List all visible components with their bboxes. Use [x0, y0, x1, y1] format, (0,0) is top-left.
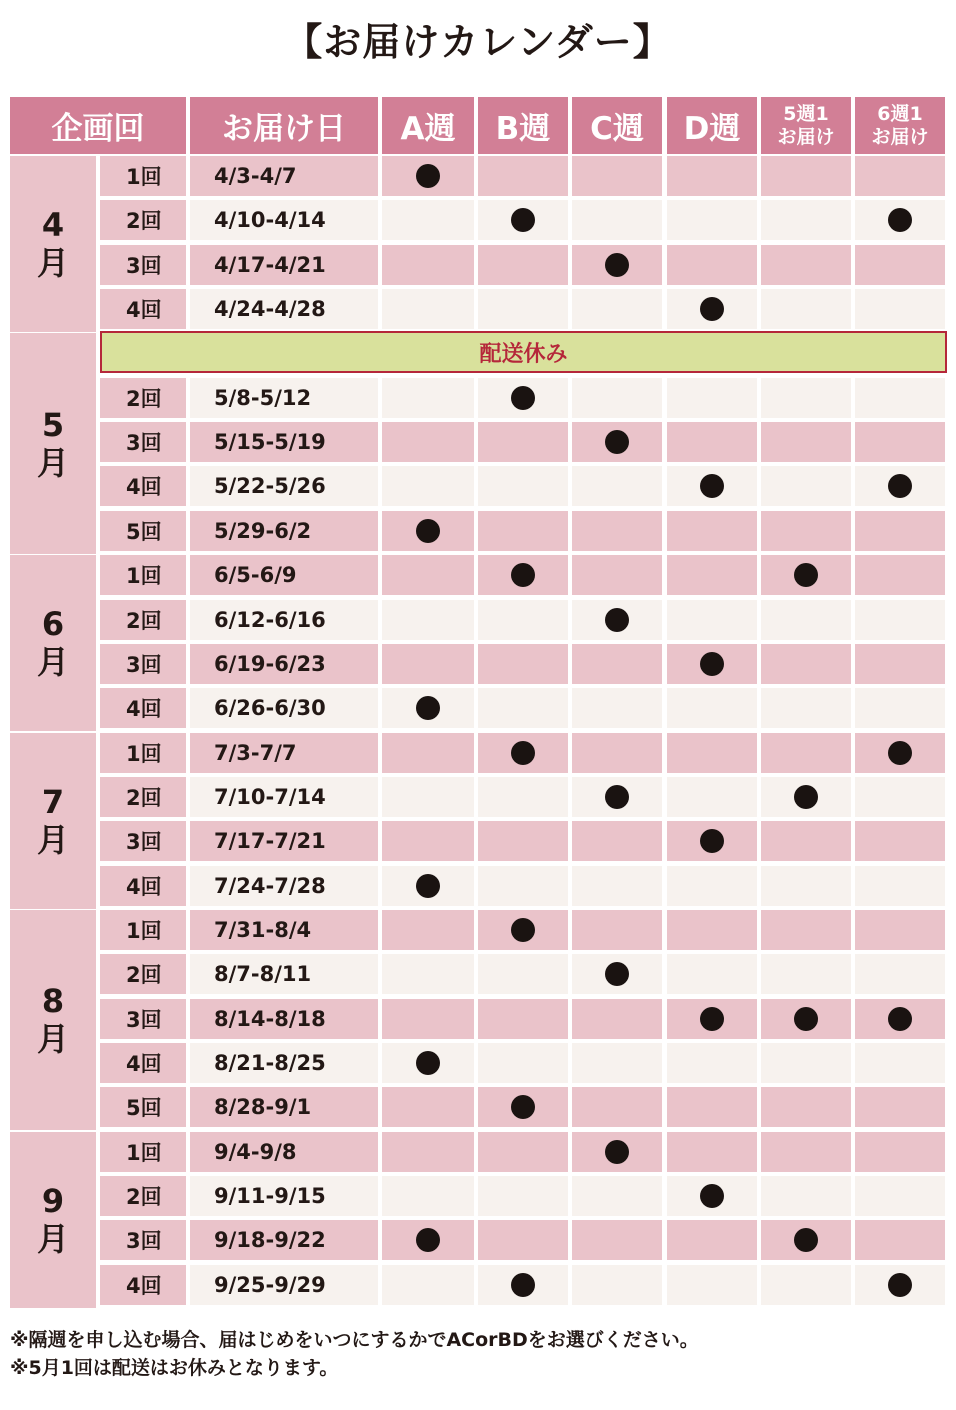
week-cell	[761, 600, 851, 640]
round-cell: 3回	[100, 644, 186, 684]
delivery-dot-icon	[700, 1007, 724, 1031]
week-cell	[382, 644, 474, 684]
round-cell: 1回	[100, 910, 186, 950]
week-cell	[855, 422, 945, 462]
week-cell	[478, 866, 568, 906]
week-cell	[478, 954, 568, 994]
week-cell	[667, 511, 757, 551]
month-label: 6 月	[10, 555, 96, 731]
date-cell: 4/3-4/7	[190, 156, 378, 196]
delivery-dot-icon	[511, 1273, 535, 1297]
week-cell	[855, 777, 945, 817]
week-cell	[572, 688, 662, 728]
week-cell	[382, 466, 474, 506]
week-cell	[855, 156, 945, 196]
week-cell	[572, 733, 662, 773]
week-cell	[761, 245, 851, 285]
week-cell	[478, 289, 568, 329]
week-cell	[761, 156, 851, 196]
delivery-dot-icon	[416, 164, 440, 188]
week-cell	[572, 644, 662, 684]
week-cell	[667, 733, 757, 773]
delivery-dot-icon	[888, 1273, 912, 1297]
date-cell: 7/3-7/7	[190, 733, 378, 773]
week-cell	[382, 378, 474, 418]
week-cell	[382, 999, 474, 1039]
week-cell	[572, 821, 662, 861]
week-cell	[761, 866, 851, 906]
date-cell: 6/26-6/30	[190, 688, 378, 728]
week-cell	[382, 200, 474, 240]
week-cell	[382, 866, 474, 906]
week-cell	[667, 422, 757, 462]
week-cell	[478, 1176, 568, 1216]
week-cell	[667, 688, 757, 728]
delivery-dot-icon	[605, 430, 629, 454]
date-cell: 4/10-4/14	[190, 200, 378, 240]
week-cell	[478, 555, 568, 595]
week-cell	[667, 999, 757, 1039]
week-cell	[572, 156, 662, 196]
date-cell: 8/14-8/18	[190, 999, 378, 1039]
week-cell	[761, 1087, 851, 1127]
delivery-dot-icon	[605, 785, 629, 809]
week-cell	[382, 555, 474, 595]
week-cell	[572, 378, 662, 418]
week-cell	[478, 644, 568, 684]
date-cell: 7/10-7/14	[190, 777, 378, 817]
week-cell	[667, 1220, 757, 1260]
delivery-dot-icon	[888, 741, 912, 765]
round-cell: 4回	[100, 688, 186, 728]
week-cell	[667, 777, 757, 817]
round-cell: 4回	[100, 1043, 186, 1083]
week-cell	[855, 1087, 945, 1127]
date-cell: 5/22-5/26	[190, 466, 378, 506]
delivery-dot-icon	[511, 563, 535, 587]
delivery-dot-icon	[605, 962, 629, 986]
delivery-dot-icon	[416, 874, 440, 898]
week-cell	[855, 688, 945, 728]
week-cell	[572, 1087, 662, 1127]
delivery-dot-icon	[888, 1007, 912, 1031]
week-cell	[382, 289, 474, 329]
week-cell	[761, 1176, 851, 1216]
page-title: 【お届けカレンダー】	[284, 20, 672, 64]
week-cell	[761, 1220, 851, 1260]
week-cell	[761, 466, 851, 506]
week-cell	[855, 999, 945, 1039]
week-cell	[855, 733, 945, 773]
delivery-dot-icon	[888, 208, 912, 232]
footnotes	[10, 1326, 699, 1382]
date-cell: 9/11-9/15	[190, 1176, 378, 1216]
week-cell	[572, 200, 662, 240]
round-cell: 2回	[100, 200, 186, 240]
week-cell	[382, 1176, 474, 1216]
week-cell	[572, 777, 662, 817]
round-cell: 1回	[100, 733, 186, 773]
month-label: 5 月	[10, 333, 96, 553]
week-cell	[478, 200, 568, 240]
header-5week1: 5週1 お届け	[761, 97, 851, 154]
week-cell	[855, 1132, 945, 1172]
week-cell	[382, 777, 474, 817]
week-cell	[572, 910, 662, 950]
week-cell	[382, 821, 474, 861]
week-cell	[478, 466, 568, 506]
delivery-suspended-banner: 配送休み	[100, 331, 947, 373]
week-cell	[478, 1087, 568, 1127]
date-cell: 7/31-8/4	[190, 910, 378, 950]
delivery-dot-icon	[794, 1228, 818, 1252]
date-cell: 5/8-5/12	[190, 378, 378, 418]
week-cell	[667, 156, 757, 196]
week-cell	[761, 688, 851, 728]
delivery-dot-icon	[416, 1051, 440, 1075]
week-cell	[382, 733, 474, 773]
week-cell	[667, 866, 757, 906]
date-cell: 6/5-6/9	[190, 555, 378, 595]
week-cell	[478, 999, 568, 1039]
round-cell: 4回	[100, 466, 186, 506]
week-cell	[761, 910, 851, 950]
week-cell	[855, 600, 945, 640]
week-cell	[478, 910, 568, 950]
week-cell	[478, 777, 568, 817]
week-cell	[572, 289, 662, 329]
delivery-dot-icon	[511, 741, 535, 765]
date-cell: 9/4-9/8	[190, 1132, 378, 1172]
week-cell	[761, 1043, 851, 1083]
week-cell	[667, 644, 757, 684]
delivery-dot-icon	[511, 1095, 535, 1119]
round-cell: 1回	[100, 1132, 186, 1172]
date-cell: 4/17-4/21	[190, 245, 378, 285]
week-cell	[572, 1043, 662, 1083]
week-cell	[382, 422, 474, 462]
week-cell	[761, 422, 851, 462]
week-cell	[382, 245, 474, 285]
week-cell	[855, 378, 945, 418]
week-cell	[667, 555, 757, 595]
week-cell	[478, 1220, 568, 1260]
date-cell: 6/12-6/16	[190, 600, 378, 640]
week-cell	[855, 866, 945, 906]
week-cell	[572, 1265, 662, 1305]
delivery-dot-icon	[700, 1184, 724, 1208]
week-cell	[667, 200, 757, 240]
round-cell: 5回	[100, 1087, 186, 1127]
week-cell	[382, 954, 474, 994]
header-week-b: B週	[478, 97, 568, 154]
week-cell	[761, 511, 851, 551]
footnote-may-round1: ※5月1回は配送はお休みとなります。	[10, 1357, 339, 1379]
round-cell: 1回	[100, 555, 186, 595]
header-week-d: D週	[667, 97, 757, 154]
week-cell	[855, 200, 945, 240]
week-cell	[761, 733, 851, 773]
round-cell: 2回	[100, 954, 186, 994]
round-cell: 5回	[100, 511, 186, 551]
week-cell	[667, 1176, 757, 1216]
round-cell: 3回	[100, 999, 186, 1039]
week-cell	[855, 954, 945, 994]
week-cell	[761, 821, 851, 861]
date-cell: 5/15-5/19	[190, 422, 378, 462]
week-cell	[855, 821, 945, 861]
week-cell	[761, 954, 851, 994]
week-cell	[761, 644, 851, 684]
week-cell	[572, 1132, 662, 1172]
week-cell	[761, 1132, 851, 1172]
week-cell	[667, 954, 757, 994]
round-cell: 3回	[100, 422, 186, 462]
week-cell	[855, 1176, 945, 1216]
delivery-dot-icon	[700, 652, 724, 676]
week-cell	[478, 1265, 568, 1305]
week-cell	[761, 1265, 851, 1305]
week-cell	[478, 422, 568, 462]
delivery-dot-icon	[416, 696, 440, 720]
delivery-dot-icon	[416, 1228, 440, 1252]
date-cell: 8/7-8/11	[190, 954, 378, 994]
week-cell	[761, 999, 851, 1039]
week-cell	[572, 600, 662, 640]
week-cell	[855, 1220, 945, 1260]
delivery-dot-icon	[511, 386, 535, 410]
week-cell	[572, 466, 662, 506]
week-cell	[572, 1176, 662, 1216]
week-cell	[855, 644, 945, 684]
week-cell	[382, 910, 474, 950]
month-label: 4 月	[10, 156, 96, 332]
week-cell	[667, 245, 757, 285]
month-label: 9 月	[10, 1132, 96, 1308]
week-cell	[667, 600, 757, 640]
week-cell	[572, 954, 662, 994]
round-cell: 3回	[100, 1220, 186, 1260]
week-cell	[572, 245, 662, 285]
delivery-dot-icon	[605, 608, 629, 632]
week-cell	[761, 289, 851, 329]
delivery-dot-icon	[511, 918, 535, 942]
round-cell: 3回	[100, 245, 186, 285]
week-cell	[382, 1220, 474, 1260]
week-cell	[478, 378, 568, 418]
delivery-dot-icon	[511, 208, 535, 232]
week-cell	[478, 1132, 568, 1172]
delivery-dot-icon	[794, 563, 818, 587]
round-cell: 2回	[100, 378, 186, 418]
delivery-dot-icon	[888, 474, 912, 498]
week-cell	[667, 1132, 757, 1172]
delivery-dot-icon	[700, 474, 724, 498]
round-cell: 2回	[100, 1176, 186, 1216]
week-cell	[855, 1265, 945, 1305]
week-cell	[382, 1087, 474, 1127]
week-cell	[478, 511, 568, 551]
week-cell	[761, 378, 851, 418]
week-cell	[478, 245, 568, 285]
week-cell	[855, 910, 945, 950]
delivery-dot-icon	[605, 253, 629, 277]
round-cell: 2回	[100, 777, 186, 817]
week-cell	[667, 289, 757, 329]
delivery-dot-icon	[605, 1140, 629, 1164]
header-delivery-date: お届け日	[190, 97, 378, 154]
week-cell	[761, 200, 851, 240]
round-cell: 4回	[100, 866, 186, 906]
week-cell	[572, 866, 662, 906]
week-cell	[667, 378, 757, 418]
week-cell	[667, 910, 757, 950]
week-cell	[572, 511, 662, 551]
date-cell: 6/19-6/23	[190, 644, 378, 684]
delivery-dot-icon	[700, 829, 724, 853]
week-cell	[667, 1265, 757, 1305]
header-6week1: 6週1 お届け	[855, 97, 945, 154]
week-cell	[382, 600, 474, 640]
week-cell	[382, 688, 474, 728]
week-cell	[667, 466, 757, 506]
week-cell	[478, 156, 568, 196]
month-label: 8 月	[10, 910, 96, 1130]
week-cell	[382, 1265, 474, 1305]
week-cell	[667, 1043, 757, 1083]
date-cell: 4/24-4/28	[190, 289, 378, 329]
week-cell	[572, 555, 662, 595]
week-cell	[478, 1043, 568, 1083]
week-cell	[572, 422, 662, 462]
week-cell	[478, 821, 568, 861]
week-cell	[382, 511, 474, 551]
week-cell	[855, 1043, 945, 1083]
week-cell	[855, 466, 945, 506]
date-cell: 5/29-6/2	[190, 511, 378, 551]
week-cell	[478, 600, 568, 640]
month-label: 7 月	[10, 733, 96, 909]
week-cell	[572, 1220, 662, 1260]
date-cell: 9/25-9/29	[190, 1265, 378, 1305]
week-cell	[855, 555, 945, 595]
week-cell	[761, 777, 851, 817]
delivery-dot-icon	[794, 1007, 818, 1031]
date-cell: 9/18-9/22	[190, 1220, 378, 1260]
week-cell	[478, 688, 568, 728]
footnote-alternate-week: ※隔週を申し込む場合、届はじめをいつにするかでACorBDをお選びください。	[10, 1329, 699, 1351]
week-cell	[667, 1087, 757, 1127]
delivery-dot-icon	[700, 297, 724, 321]
header-planning-round: 企画回	[10, 97, 186, 154]
date-cell: 8/28-9/1	[190, 1087, 378, 1127]
delivery-dot-icon	[794, 785, 818, 809]
round-cell: 1回	[100, 156, 186, 196]
delivery-dot-icon	[416, 519, 440, 543]
week-cell	[761, 555, 851, 595]
round-cell: 2回	[100, 600, 186, 640]
round-cell: 3回	[100, 821, 186, 861]
week-cell	[382, 1132, 474, 1172]
week-cell	[382, 156, 474, 196]
week-cell	[572, 999, 662, 1039]
date-cell: 8/21-8/25	[190, 1043, 378, 1083]
date-cell: 7/17-7/21	[190, 821, 378, 861]
week-cell	[855, 511, 945, 551]
week-cell	[855, 289, 945, 329]
week-cell	[855, 245, 945, 285]
week-cell	[382, 1043, 474, 1083]
week-cell	[667, 821, 757, 861]
header-week-a: A週	[382, 97, 474, 154]
date-cell: 7/24-7/28	[190, 866, 378, 906]
week-cell	[478, 733, 568, 773]
header-week-c: C週	[572, 97, 662, 154]
round-cell: 4回	[100, 289, 186, 329]
round-cell: 4回	[100, 1265, 186, 1305]
